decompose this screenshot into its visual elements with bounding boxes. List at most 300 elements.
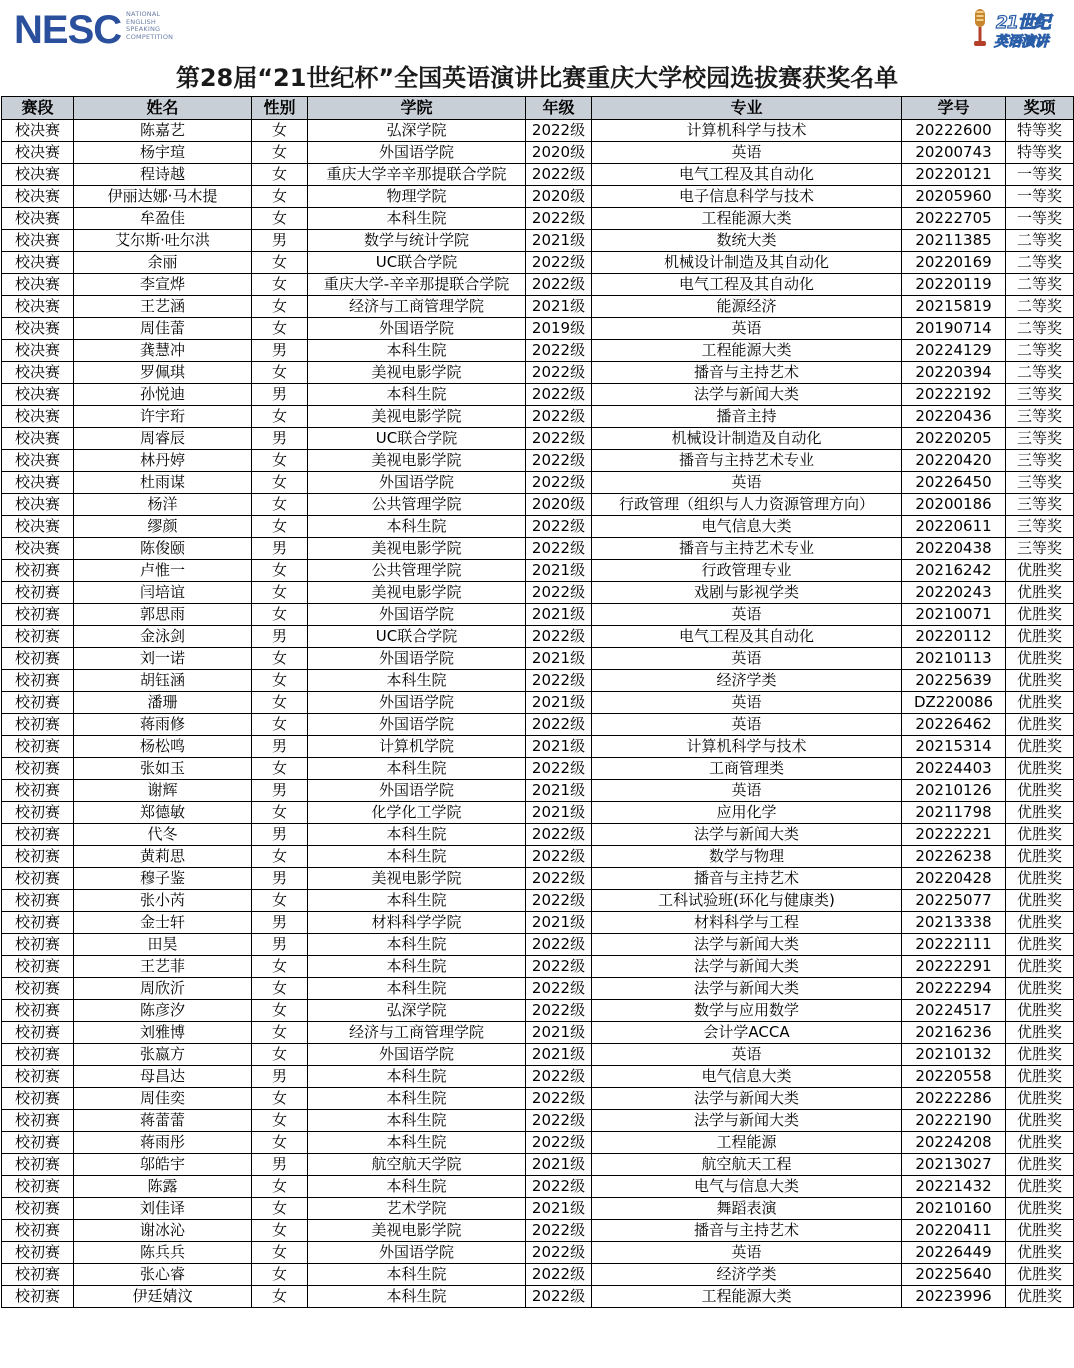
gender-cell: 女 <box>252 450 308 472</box>
grade-cell: 2022级 <box>526 956 592 978</box>
grade-cell: 2022级 <box>526 538 592 560</box>
award-cell: 优胜奖 <box>1006 582 1074 604</box>
award-cell: 优胜奖 <box>1006 626 1074 648</box>
grade-cell: 2022级 <box>526 1066 592 1088</box>
major-cell: 舞蹈表演 <box>592 1198 902 1220</box>
award-cell: 三等奖 <box>1006 472 1074 494</box>
student-id-cell: 20216236 <box>902 1022 1006 1044</box>
student-id-cell: 20216242 <box>902 560 1006 582</box>
student-id-cell: 20220119 <box>902 274 1006 296</box>
award-cell: 优胜奖 <box>1006 912 1074 934</box>
gender-cell: 男 <box>252 934 308 956</box>
major-cell: 播音主持 <box>592 406 902 428</box>
name-cell: 张心睿 <box>74 1264 252 1286</box>
stage-cell: 校决赛 <box>2 230 74 252</box>
gender-cell: 女 <box>252 648 308 670</box>
major-cell: 工程能源大类 <box>592 208 902 230</box>
logo-line-2: 英语演讲 <box>994 34 1048 50</box>
table-row <box>2 956 1074 978</box>
stage-cell: 校决赛 <box>2 164 74 186</box>
college-cell: 本科生院 <box>308 208 526 230</box>
college-cell: 外国语学院 <box>308 472 526 494</box>
column-header-name: 姓名 <box>74 97 252 120</box>
gender-cell: 男 <box>252 230 308 252</box>
table-row <box>2 1088 1074 1110</box>
grade-cell: 2022级 <box>526 384 592 406</box>
table-row <box>2 736 1074 758</box>
gender-cell: 男 <box>252 1154 308 1176</box>
name-cell: 金士轩 <box>74 912 252 934</box>
stage-cell: 校决赛 <box>2 208 74 230</box>
grade-cell: 2021级 <box>526 604 592 626</box>
logo-line: SPEAKING <box>126 25 161 34</box>
gender-cell: 女 <box>252 362 308 384</box>
grade-cell: 2021级 <box>526 912 592 934</box>
college-cell: 外国语学院 <box>308 648 526 670</box>
grade-cell: 2019级 <box>526 318 592 340</box>
student-id-cell: 20226450 <box>902 472 1006 494</box>
student-id-cell: 20220611 <box>902 516 1006 538</box>
grade-cell: 2021级 <box>526 296 592 318</box>
table-body <box>2 120 1074 1308</box>
gender-cell: 女 <box>252 516 308 538</box>
gender-cell: 男 <box>252 384 308 406</box>
student-id-cell: 20220411 <box>902 1220 1006 1242</box>
student-id-cell: 20220205 <box>902 428 1006 450</box>
stage-cell: 校初赛 <box>2 1044 74 1066</box>
college-cell: 本科生院 <box>308 978 526 1000</box>
grade-cell: 2022级 <box>526 1176 592 1198</box>
grade-cell: 2022级 <box>526 1000 592 1022</box>
award-cell: 二等奖 <box>1006 318 1074 340</box>
grade-cell: 2022级 <box>526 582 592 604</box>
gender-cell: 女 <box>252 494 308 516</box>
grade-cell: 2022级 <box>526 670 592 692</box>
stage-cell: 校决赛 <box>2 318 74 340</box>
stage-cell: 校初赛 <box>2 758 74 780</box>
college-cell: 重庆大学-辛辛那提联合学院 <box>308 274 526 296</box>
grade-cell: 2022级 <box>526 274 592 296</box>
name-cell: 邬皓宇 <box>74 1154 252 1176</box>
stage-cell: 校决赛 <box>2 274 74 296</box>
gender-cell: 女 <box>252 1022 308 1044</box>
major-cell: 法学与新闻大类 <box>592 934 902 956</box>
grade-cell: 2021级 <box>526 560 592 582</box>
stage-cell: 校初赛 <box>2 626 74 648</box>
college-cell: 本科生院 <box>308 340 526 362</box>
award-cell: 优胜奖 <box>1006 1022 1074 1044</box>
college-cell: 本科生院 <box>308 1110 526 1132</box>
college-cell: 本科生院 <box>308 384 526 406</box>
college-cell: 美视电影学院 <box>308 406 526 428</box>
table-row <box>2 1264 1074 1286</box>
stage-cell: 校决赛 <box>2 252 74 274</box>
grade-cell: 2021级 <box>526 802 592 824</box>
name-cell: 艾尔斯·吐尔洪 <box>74 230 252 252</box>
college-cell: 本科生院 <box>308 1088 526 1110</box>
grade-cell: 2020级 <box>526 142 592 164</box>
award-cell: 二等奖 <box>1006 362 1074 384</box>
gender-cell: 女 <box>252 1220 308 1242</box>
college-cell: 重庆大学辛辛那提联合学院 <box>308 164 526 186</box>
student-id-cell: 20210132 <box>902 1044 1006 1066</box>
student-id-cell: 20211385 <box>902 230 1006 252</box>
stage-cell: 校初赛 <box>2 714 74 736</box>
gender-cell: 女 <box>252 406 308 428</box>
microphone-icon <box>972 8 988 48</box>
college-cell: 本科生院 <box>308 890 526 912</box>
name-cell: 龚慧冲 <box>74 340 252 362</box>
award-cell: 优胜奖 <box>1006 560 1074 582</box>
college-cell: UC联合学院 <box>308 626 526 648</box>
award-table <box>1 96 1074 1308</box>
name-cell: 罗佩琪 <box>74 362 252 384</box>
table-row <box>2 1066 1074 1088</box>
table-row <box>2 252 1074 274</box>
stage-cell: 校初赛 <box>2 956 74 978</box>
major-cell: 电气工程及其自动化 <box>592 274 902 296</box>
name-cell: 周欣沂 <box>74 978 252 1000</box>
table-row <box>2 890 1074 912</box>
logo-line: COMPETITION <box>126 32 174 41</box>
gender-cell: 男 <box>252 780 308 802</box>
gender-cell: 女 <box>252 186 308 208</box>
college-cell: 经济与工商管理学院 <box>308 296 526 318</box>
gender-cell: 女 <box>252 560 308 582</box>
major-cell: 电气信息大类 <box>592 516 902 538</box>
name-cell: 杨洋 <box>74 494 252 516</box>
gender-cell: 男 <box>252 626 308 648</box>
stage-cell: 校决赛 <box>2 494 74 516</box>
gender-cell: 女 <box>252 1088 308 1110</box>
gender-cell: 女 <box>252 758 308 780</box>
award-cell: 二等奖 <box>1006 230 1074 252</box>
gender-cell: 女 <box>252 1264 308 1286</box>
major-cell: 经济学类 <box>592 1264 902 1286</box>
award-cell: 一等奖 <box>1006 164 1074 186</box>
major-cell: 电子信息科学与技术 <box>592 186 902 208</box>
student-id-cell: 20224129 <box>902 340 1006 362</box>
table-row <box>2 868 1074 890</box>
table-row <box>2 384 1074 406</box>
name-cell: 胡钰涵 <box>74 670 252 692</box>
grade-cell: 2022级 <box>526 164 592 186</box>
name-cell: 谢辉 <box>74 780 252 802</box>
grade-cell: 2022级 <box>526 626 592 648</box>
college-cell: 化学化工学院 <box>308 802 526 824</box>
award-cell: 优胜奖 <box>1006 670 1074 692</box>
award-cell: 优胜奖 <box>1006 956 1074 978</box>
award-cell: 优胜奖 <box>1006 1066 1074 1088</box>
table-row <box>2 494 1074 516</box>
grade-cell: 2022级 <box>526 406 592 428</box>
major-cell: 机械设计制造及自动化 <box>592 428 902 450</box>
student-id-cell: 20221432 <box>902 1176 1006 1198</box>
award-cell: 三等奖 <box>1006 494 1074 516</box>
column-header-student-id: 学号 <box>902 97 1006 120</box>
award-cell: 优胜奖 <box>1006 978 1074 1000</box>
grade-cell: 2022级 <box>526 890 592 912</box>
grade-cell: 2022级 <box>526 824 592 846</box>
college-cell: 外国语学院 <box>308 1044 526 1066</box>
name-cell: 王艺菲 <box>74 956 252 978</box>
major-cell: 电气工程及其自动化 <box>592 164 902 186</box>
gender-cell: 女 <box>252 208 308 230</box>
student-id-cell: 20213338 <box>902 912 1006 934</box>
column-header-award: 奖项 <box>1006 97 1074 120</box>
grade-cell: 2022级 <box>526 252 592 274</box>
gender-cell: 女 <box>252 142 308 164</box>
grade-cell: 2022级 <box>526 340 592 362</box>
major-cell: 工科试验班(环化与健康类) <box>592 890 902 912</box>
major-cell: 英语 <box>592 1044 902 1066</box>
award-cell: 优胜奖 <box>1006 648 1074 670</box>
stage-cell: 校初赛 <box>2 1198 74 1220</box>
major-cell: 数学与应用数学 <box>592 1000 902 1022</box>
grade-cell: 2021级 <box>526 648 592 670</box>
major-cell: 行政管理（组织与人力资源管理方向） <box>592 494 902 516</box>
major-cell: 机械设计制造及其自动化 <box>592 252 902 274</box>
college-cell: 弘深学院 <box>308 120 526 142</box>
student-id-cell: 20220394 <box>902 362 1006 384</box>
name-cell: 杨宇瑄 <box>74 142 252 164</box>
grade-cell: 2021级 <box>526 1022 592 1044</box>
college-cell: 美视电影学院 <box>308 868 526 890</box>
table-row <box>2 582 1074 604</box>
name-cell: 周睿辰 <box>74 428 252 450</box>
major-cell: 英语 <box>592 780 902 802</box>
grade-cell: 2022级 <box>526 428 592 450</box>
award-cell: 优胜奖 <box>1006 758 1074 780</box>
nesc-logo-mark: NESC <box>14 8 122 52</box>
name-cell: 刘佳译 <box>74 1198 252 1220</box>
grade-cell: 2022级 <box>526 1242 592 1264</box>
table-row <box>2 802 1074 824</box>
column-header-gender: 性别 <box>252 97 308 120</box>
grade-cell: 2022级 <box>526 1110 592 1132</box>
table-row <box>2 406 1074 428</box>
name-cell: 黄莉思 <box>74 846 252 868</box>
major-cell: 英语 <box>592 604 902 626</box>
grade-cell: 2021级 <box>526 736 592 758</box>
name-cell: 金泳剑 <box>74 626 252 648</box>
stage-cell: 校初赛 <box>2 1286 74 1308</box>
gender-cell: 男 <box>252 538 308 560</box>
name-cell: 陈露 <box>74 1176 252 1198</box>
major-cell: 会计学ACCA <box>592 1022 902 1044</box>
gender-cell: 女 <box>252 978 308 1000</box>
award-cell: 二等奖 <box>1006 340 1074 362</box>
table-row <box>2 450 1074 472</box>
table-row <box>2 846 1074 868</box>
name-cell: 张小芮 <box>74 890 252 912</box>
college-cell: UC联合学院 <box>308 252 526 274</box>
table-row <box>2 1044 1074 1066</box>
name-cell: 母昌达 <box>74 1066 252 1088</box>
grade-cell: 2020级 <box>526 494 592 516</box>
college-cell: 外国语学院 <box>308 692 526 714</box>
major-cell: 应用化学 <box>592 802 902 824</box>
gender-cell: 女 <box>252 1044 308 1066</box>
table-row <box>2 538 1074 560</box>
award-cell: 优胜奖 <box>1006 868 1074 890</box>
gender-cell: 男 <box>252 1066 308 1088</box>
award-cell: 优胜奖 <box>1006 824 1074 846</box>
table-row <box>2 516 1074 538</box>
name-cell: 周佳蕾 <box>74 318 252 340</box>
student-id-cell: 20222291 <box>902 956 1006 978</box>
student-id-cell: 20220558 <box>902 1066 1006 1088</box>
major-cell: 戏剧与影视学类 <box>592 582 902 604</box>
grade-cell: 2022级 <box>526 978 592 1000</box>
major-cell: 播音与主持艺术 <box>592 868 902 890</box>
major-cell: 英语 <box>592 692 902 714</box>
name-cell: 伊廷婧汶 <box>74 1286 252 1308</box>
college-cell: 数学与统计学院 <box>308 230 526 252</box>
gender-cell: 女 <box>252 1110 308 1132</box>
name-cell: 杨松鸣 <box>74 736 252 758</box>
stage-cell: 校初赛 <box>2 1154 74 1176</box>
student-id-cell: 20210160 <box>902 1198 1006 1220</box>
stage-cell: 校初赛 <box>2 670 74 692</box>
award-cell: 三等奖 <box>1006 516 1074 538</box>
student-id-cell: 20215314 <box>902 736 1006 758</box>
major-cell: 计算机科学与技术 <box>592 736 902 758</box>
student-id-cell: 20224208 <box>902 1132 1006 1154</box>
award-cell: 二等奖 <box>1006 252 1074 274</box>
table-row <box>2 120 1074 142</box>
name-cell: 李宣烨 <box>74 274 252 296</box>
grade-cell: 2022级 <box>526 450 592 472</box>
stage-cell: 校初赛 <box>2 1132 74 1154</box>
gender-cell: 男 <box>252 912 308 934</box>
college-cell: 外国语学院 <box>308 1242 526 1264</box>
name-cell: 张如玉 <box>74 758 252 780</box>
award-cell: 二等奖 <box>1006 296 1074 318</box>
major-cell: 英语 <box>592 1242 902 1264</box>
column-header-major: 专业 <box>592 97 902 120</box>
major-cell: 英语 <box>592 142 902 164</box>
college-cell: 本科生院 <box>308 516 526 538</box>
table-header-row <box>2 97 1074 120</box>
table-row <box>2 1110 1074 1132</box>
student-id-cell: 20224517 <box>902 1000 1006 1022</box>
grade-cell: 2022级 <box>526 1088 592 1110</box>
major-cell: 数学与物理 <box>592 846 902 868</box>
table-row <box>2 626 1074 648</box>
stage-cell: 校初赛 <box>2 1220 74 1242</box>
gender-cell: 女 <box>252 956 308 978</box>
table-row <box>2 758 1074 780</box>
table-row <box>2 186 1074 208</box>
gender-cell: 女 <box>252 252 308 274</box>
college-cell: 美视电影学院 <box>308 582 526 604</box>
name-cell: 卢惟一 <box>74 560 252 582</box>
stage-cell: 校初赛 <box>2 604 74 626</box>
grade-cell: 2021级 <box>526 1198 592 1220</box>
major-cell: 播音与主持艺术专业 <box>592 450 902 472</box>
major-cell: 工程能源大类 <box>592 340 902 362</box>
major-cell: 法学与新闻大类 <box>592 384 902 406</box>
grade-cell: 2022级 <box>526 934 592 956</box>
stage-cell: 校初赛 <box>2 934 74 956</box>
award-cell: 优胜奖 <box>1006 604 1074 626</box>
stage-cell: 校决赛 <box>2 120 74 142</box>
stage-cell: 校初赛 <box>2 1176 74 1198</box>
major-cell: 英语 <box>592 318 902 340</box>
major-cell: 法学与新闻大类 <box>592 1110 902 1132</box>
award-cell: 优胜奖 <box>1006 890 1074 912</box>
college-cell: 本科生院 <box>308 1132 526 1154</box>
grade-cell: 2021级 <box>526 780 592 802</box>
student-id-cell: 20213027 <box>902 1154 1006 1176</box>
name-cell: 林丹婷 <box>74 450 252 472</box>
award-cell: 优胜奖 <box>1006 1088 1074 1110</box>
award-cell: 特等奖 <box>1006 142 1074 164</box>
college-cell: 外国语学院 <box>308 780 526 802</box>
award-cell: 优胜奖 <box>1006 1176 1074 1198</box>
student-id-cell: 20226449 <box>902 1242 1006 1264</box>
award-cell: 优胜奖 <box>1006 846 1074 868</box>
stage-cell: 校初赛 <box>2 648 74 670</box>
award-cell: 优胜奖 <box>1006 692 1074 714</box>
award-cell: 优胜奖 <box>1006 714 1074 736</box>
student-id-cell: 20223996 <box>902 1286 1006 1308</box>
stage-cell: 校初赛 <box>2 560 74 582</box>
stage-cell: 校决赛 <box>2 186 74 208</box>
award-cell: 特等奖 <box>1006 120 1074 142</box>
award-cell: 一等奖 <box>1006 208 1074 230</box>
college-cell: UC联合学院 <box>308 428 526 450</box>
stage-cell: 校初赛 <box>2 692 74 714</box>
name-cell: 闫培谊 <box>74 582 252 604</box>
student-id-cell: 20225639 <box>902 670 1006 692</box>
college-cell: 本科生院 <box>308 1066 526 1088</box>
stage-cell: 校决赛 <box>2 450 74 472</box>
college-cell: 美视电影学院 <box>308 538 526 560</box>
student-id-cell: 20222111 <box>902 934 1006 956</box>
stage-cell: 校决赛 <box>2 142 74 164</box>
logo-line-1: 21世纪 <box>996 13 1050 33</box>
gender-cell: 女 <box>252 164 308 186</box>
college-cell: 本科生院 <box>308 956 526 978</box>
gender-cell: 女 <box>252 582 308 604</box>
award-cell: 优胜奖 <box>1006 1286 1074 1308</box>
stage-cell: 校初赛 <box>2 824 74 846</box>
college-cell: 本科生院 <box>308 1286 526 1308</box>
award-cell: 优胜奖 <box>1006 1044 1074 1066</box>
student-id-cell: 20226238 <box>902 846 1006 868</box>
gender-cell: 女 <box>252 604 308 626</box>
grade-cell: 2022级 <box>526 1220 592 1242</box>
award-cell: 优胜奖 <box>1006 1198 1074 1220</box>
student-id-cell: 20200186 <box>902 494 1006 516</box>
major-cell: 英语 <box>592 472 902 494</box>
stage-cell: 校决赛 <box>2 472 74 494</box>
student-id-cell: 20220428 <box>902 868 1006 890</box>
gender-cell: 女 <box>252 120 308 142</box>
student-id-cell: 20226462 <box>902 714 1006 736</box>
stage-cell: 校初赛 <box>2 736 74 758</box>
name-cell: 潘珊 <box>74 692 252 714</box>
student-id-cell: 20210071 <box>902 604 1006 626</box>
major-cell: 计算机科学与技术 <box>592 120 902 142</box>
award-cell: 三等奖 <box>1006 406 1074 428</box>
table-row <box>2 274 1074 296</box>
gender-cell: 女 <box>252 296 308 318</box>
college-cell: 本科生院 <box>308 670 526 692</box>
college-cell: 外国语学院 <box>308 604 526 626</box>
